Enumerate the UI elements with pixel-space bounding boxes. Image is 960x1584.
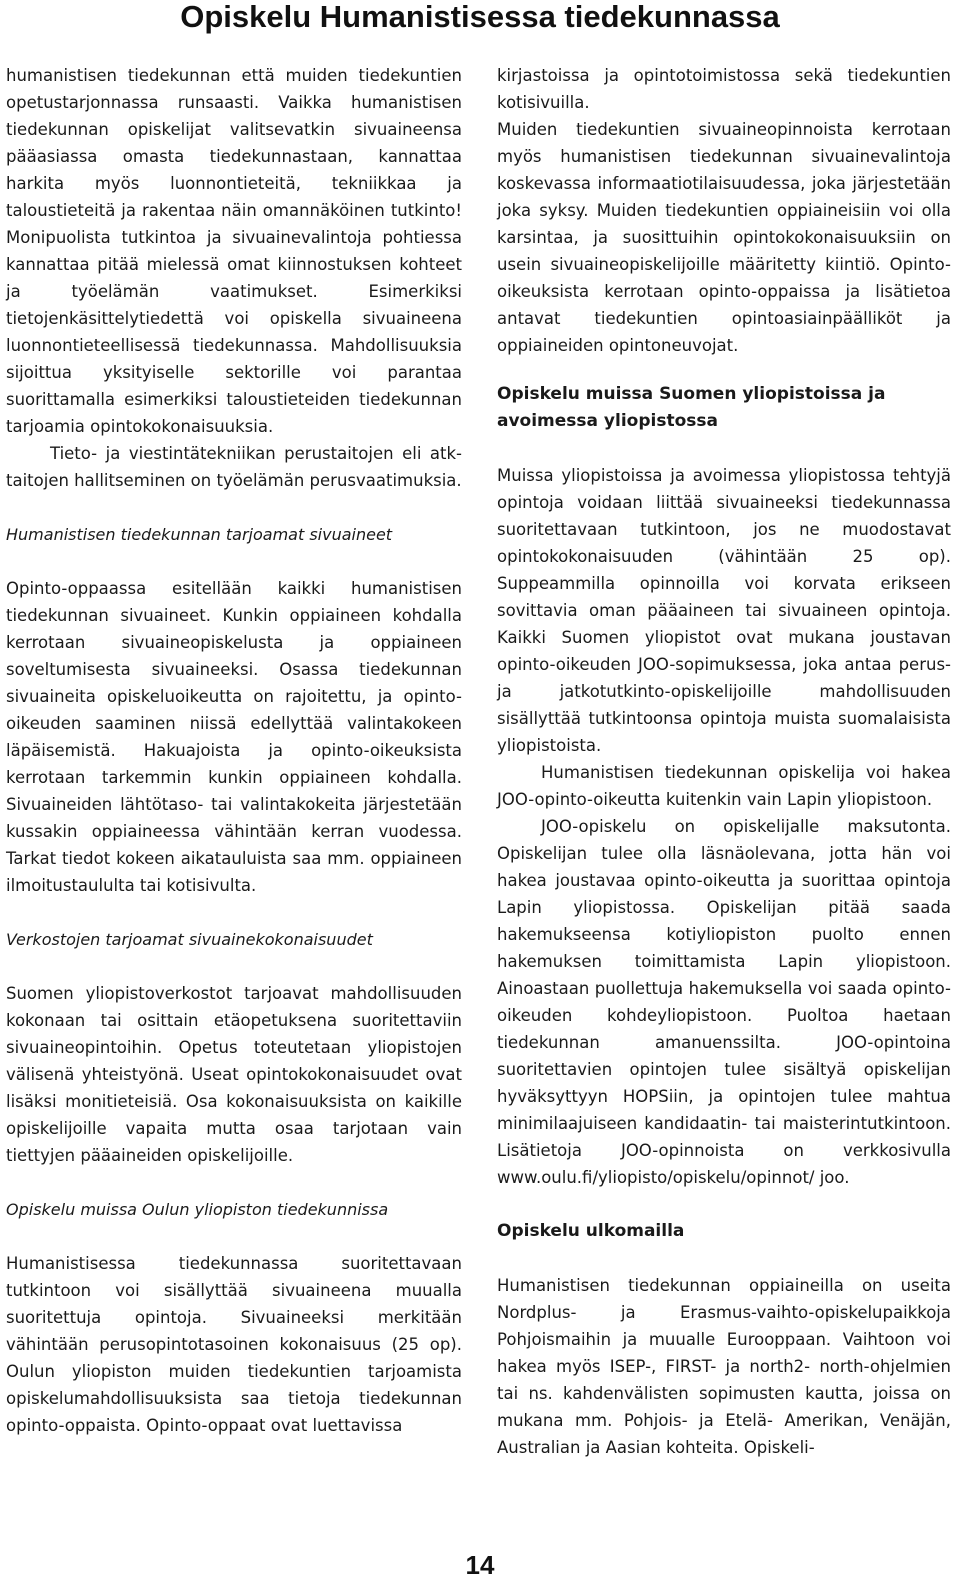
section-heading-oulun-yliopisto: Opiskelu muissa Oulun yliopiston tiedekunnissa: [6, 1200, 389, 1219]
right-paragraph-1: kirjastoissa ja opintotoimistossa sekä tiedekuntien kotisivuilla.: [497, 66, 951, 112]
right-paragraph-6: Humanistisen tiedekunnan oppiaineilla on useita Nordplus- ja Erasmus-vaihto-opiskelupaikkoja Pohjoismaihin ja muualle Eurooppaan. Vaihtoon voi hakea myös ISEP-, FIRST- ja north2- north-ohjelmien tai ns. kahdenvälisten sopimusten kautta, joissa on mukana mm. Pohjois- ja Etelä- Amerikan, Venäjän, Australian ja Aasian kohteita. Opiskeli-: [497, 1276, 951, 1457]
left-column: [6, 62, 462, 1439]
left-paragraph-5: Humanistisessa tiedekunnassa suoritettavaan tutkintoon voi sisällyttää sivuaineena muualla suoritettuja opintoja. Sivuaineeksi merkitään vähintään perusopintotasoinen kokonaisuus (25 op). Oulun yliopiston muiden tiedekuntien tarjoamista opiskelumahdollisuuksista saa tietoja tiedekunnan opinto-oppaista. Opinto-oppaat ovat luettavissa: [6, 1254, 462, 1435]
left-paragraph-1: humanistisen tiedekunnan että muiden tiedekuntien opetustarjonnassa runsaasti. Vaikka humanistisen tiedekunnan opiskelijat valitsevatkin sivuaineensa pääasiassa omasta tiedekunnastaan, kannattaa harkita myös luonnontieteitä, tekniikkaa ja taloustieteitä ja rakentaa näin omannäköinen tutkinto! Monipuolista tutkintoa ja sivuainevalintoja pohtiessa kannattaa pitää mielessä omat kiinnostuksen kohteet ja työelämän vaatimukset. Esimerkiksi tietojenkäsittelytiedettä voi opiskella sivuaineena luonnontieteellisessä tiedekunnassa. Mahdollisuuksia sijoittua yksityiselle sektorille voi parantaa suorittamalla esimerkiksi taloustieteiden tiedekunnan tarjoamia opintokokonaisuuksia.: [6, 66, 462, 436]
left-paragraph-4: Suomen yliopistoverkostot tarjoavat mahdollisuuden kokonaan tai osittain etäopetuksena suoritettaviin sivuaineopintoihin. Opetus toteutetaan yliopistojen välisenä yhteistyönä. Useat opintokokonaisuudet ovat lisäksi monitieteisiä. Osa kokonaisuuksista on kaikille opiskelijoille vapaita mutta osaa tarjotaan vain tiettyjen pääaineiden opiskelijoille.: [6, 984, 462, 1165]
right-column: [497, 62, 951, 1461]
left-paragraph-3: Opinto-oppaassa esitellään kaikki humanistisen tiedekunnan sivuaineet. Kunkin oppiaineen kohdalla kerrotaan sivuaineopiskelusta ja oppiaineen soveltumisesta sivuaineeksi. Osassa tiedekunnan sivuaineita opiskeluoikeutta on rajoitettu, ja opinto-oikeuden saaminen niissä edellyttää valintakokeen läpäisemistä. Hakuajoista ja opinto-oikeuksista kerrotaan tarkemmin kunkin oppiaineen kohdalla. Sivuaineiden lähtötaso- tai valintakokeita järjestetään kussakin oppiaineessa vähintään kerran vuodessa. Tarkat tiedot kokeen aikatauluista saa mm. oppiaineen ilmoitustaululta tai kotisivulta.: [6, 579, 462, 895]
right-paragraph-2: Muiden tiedekuntien sivuaineopinnoista kerrotaan myös humanistisen tiedekunnan sivuainevalintoja koskevassa informaatiotilaisuudessa, joka järjestetään joka syksy. Muiden tiedekuntien oppiaineisiin voi olla karsintaa, ja suosittuihin opintokokonaisuuksiin on usein sivuaineopiskelijoille määritetty kiintiö. Opinto-oikeuksista kerrotaan opinto-oppaissa ja lisätietoa antavat tiedekuntien opintoasiainpäälliköt ja oppiaineiden opintoneuvojat.: [497, 120, 951, 355]
left-paragraph-2: Tieto- ja viestintätekniikan perustaitojen eli atk-taitojen hallitseminen on työelämän perusvaatimuksia.: [6, 444, 462, 490]
page-title: Opiskelu Humanistisessa tiedekunnassa: [180, 0, 780, 34]
section-heading-sivuaineet: Humanistisen tiedekunnan tarjoamat sivuaineet: [6, 525, 393, 544]
section-heading-verkostot: Verkostojen tarjoamat sivuainekokonaisuudet: [6, 930, 373, 949]
page-number: 14: [465, 1550, 495, 1580]
right-paragraph-5: JOO-opiskelu on opiskelijalle maksutonta. Opiskelijan tulee olla läsnäolevana, jotta hän voi hakea joustavaa opinto-oikeutta ja suorittaa opintoja Lapin yliopistossa. Opiskelijan pitää saada hakemukseensa kotiyliopiston puolto ennen hakemuksen toimittamista Lapin yliopistoon. Ainoastaan puollettuja hakemuksella voi saada opinto-oikeuden kohdeyliopistoon. Puoltoa haetaan tiedekunnan amanuenssilta. JOO-opintoina suoritettavien opintojen tulee sisältyä opiskelijan hyväksyttyyn HOPSiin, ja opintojen tulee mahtua minimilaajuiseen kandidaatin- tai maisterintutkintoon. Lisätietoja JOO-opinnoista on verkkosivulla www.oulu.fi/yliopisto/opiskelu/opinnot/ joo.: [497, 817, 951, 1187]
right-paragraph-3: Muissa yliopistoissa ja avoimessa yliopistossa tehtyjä opintoja voidaan liittää sivuaineeksi tiedekunnassa suoritettavaan tutkintoon, jos ne muodostavat opintokokonaisuuden (vähintään 25 op). Suppeammilla opinnoilla voi korvata erikseen sovittavia oman pääaineen tai sivuaineen opintoja. Kaikki Suomen yliopistot ovat mukana joustavan opinto-oikeuden JOO-sopimuksessa, joka antaa perus- ja jatkotutkinto-opiskelijoille mahdollisuuden sisällyttää tutkintoonsa opintoja muista suomalaisista yliopistoista.: [497, 466, 951, 755]
section-heading-ulkomailla: Opiskelu ulkomailla: [497, 1221, 685, 1241]
right-paragraph-4: Humanistisen tiedekunnan opiskelija voi hakea JOO-opinto-oikeutta kuitenkin vain Lapin yliopistoon.: [497, 763, 951, 809]
section-heading-suomen-yliopistot: Opiskelu muissa Suomen yliopistoissa ja avoimessa yliopistossa: [497, 384, 886, 431]
